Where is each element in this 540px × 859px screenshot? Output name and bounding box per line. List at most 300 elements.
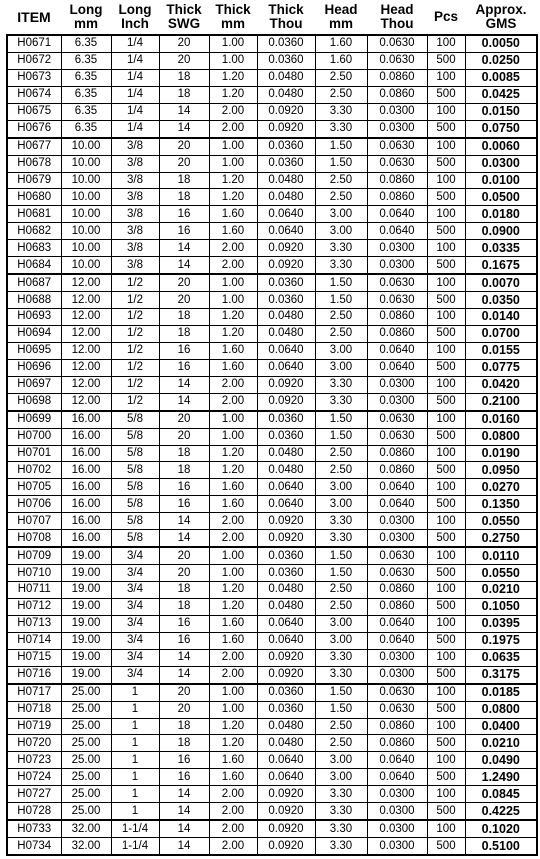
table-cell: 0.0210 [465, 735, 537, 752]
table-cell: 1/4 [111, 52, 159, 69]
table-cell: 1.00 [209, 292, 257, 309]
table-cell: 1.60 [209, 359, 257, 376]
table-cell: 2.00 [209, 120, 257, 137]
table-cell: 1 [111, 803, 159, 820]
table-cell: 2.50 [315, 309, 367, 326]
table-cell: 3.30 [315, 240, 367, 257]
table-cell: 2.00 [209, 838, 257, 855]
table-cell: 1.60 [315, 35, 367, 52]
table-cell: 0.0300 [367, 513, 427, 530]
table-cell: 0.0640 [367, 206, 427, 223]
table-cell: 0.0300 [367, 103, 427, 120]
table-cell: 0.0300 [367, 666, 427, 683]
table-cell: H0706 [7, 496, 61, 513]
table-cell: 500 [427, 428, 465, 445]
table-cell: 12.00 [61, 274, 111, 291]
table-cell: H0711 [7, 582, 61, 599]
table-cell: 0.0635 [465, 649, 537, 666]
table-row [7, 735, 537, 752]
column-header [367, 0, 427, 35]
table-cell: 0.0270 [465, 479, 537, 496]
table-cell: 3.00 [315, 615, 367, 632]
table-cell: 0.0630 [367, 684, 427, 701]
table-cell: 0.0640 [367, 752, 427, 769]
table-cell: H0674 [7, 86, 61, 103]
table-row [7, 120, 537, 137]
table-cell: 2.50 [315, 189, 367, 206]
table-cell: 1 [111, 684, 159, 701]
table-cell: 16 [159, 752, 209, 769]
table-cell: 0.0480 [257, 598, 315, 615]
table-cell: 14 [159, 103, 209, 120]
column-header [209, 0, 257, 35]
table-cell: H0680 [7, 189, 61, 206]
table-cell: H0713 [7, 615, 61, 632]
table-cell: 1 [111, 718, 159, 735]
table-row [7, 342, 537, 359]
table-cell: 14 [159, 803, 209, 820]
table-cell: 2.50 [315, 462, 367, 479]
table-cell: 100 [427, 479, 465, 496]
table-row [7, 69, 537, 86]
table-cell: 0.0070 [465, 274, 537, 291]
table-cell: 0.0360 [257, 274, 315, 291]
table-cell: 2.00 [209, 649, 257, 666]
table-cell: 0.0300 [367, 393, 427, 410]
table-row [7, 86, 537, 103]
table-cell: 16 [159, 206, 209, 223]
table-cell: 0.0640 [257, 479, 315, 496]
table-cell: 0.0360 [257, 292, 315, 309]
table-cell: 1.00 [209, 428, 257, 445]
table-cell: 14 [159, 649, 209, 666]
table-cell: 500 [427, 530, 465, 547]
column-header [61, 0, 111, 35]
table-row [7, 496, 537, 513]
table-cell: H0720 [7, 735, 61, 752]
table-cell: 0.0920 [257, 376, 315, 393]
table-cell: 1.00 [209, 155, 257, 172]
table-cell: 0.0640 [367, 359, 427, 376]
table-cell: 25.00 [61, 684, 111, 701]
table-cell: 1.00 [209, 274, 257, 291]
table-cell: 100 [427, 615, 465, 632]
table-cell: 1.20 [209, 86, 257, 103]
table-cell: 1-1/4 [111, 838, 159, 855]
table-cell: 0.0180 [465, 206, 537, 223]
table-cell: 3/8 [111, 206, 159, 223]
column-header [111, 0, 159, 35]
table-cell: 0.0630 [367, 155, 427, 172]
table-cell: 0.0350 [465, 292, 537, 309]
table-cell: 14 [159, 240, 209, 257]
table-cell: 3.30 [315, 376, 367, 393]
table-cell: 5/8 [111, 428, 159, 445]
table-header [7, 0, 537, 35]
table-cell: 3.30 [315, 666, 367, 683]
table-cell: 100 [427, 342, 465, 359]
table-cell: H0696 [7, 359, 61, 376]
table-cell: 16.00 [61, 513, 111, 530]
table-cell: 0.0920 [257, 820, 315, 837]
table-row [7, 155, 537, 172]
table-row [7, 666, 537, 683]
table-cell: 2.50 [315, 325, 367, 342]
table-cell: 500 [427, 86, 465, 103]
table-cell: 1.50 [315, 701, 367, 718]
table-cell: 25.00 [61, 735, 111, 752]
table-cell: 5/8 [111, 445, 159, 462]
table-cell: 14 [159, 120, 209, 137]
table-cell: 0.0630 [367, 411, 427, 428]
table-cell: 14 [159, 786, 209, 803]
table-cell: 500 [427, 325, 465, 342]
table-cell: 0.0360 [257, 138, 315, 155]
table-cell: 3/4 [111, 649, 159, 666]
table-cell: 0.0480 [257, 718, 315, 735]
table-cell: 500 [427, 257, 465, 274]
header-label: Inch [121, 16, 149, 31]
table-cell: 10.00 [61, 189, 111, 206]
table-cell: 1.50 [315, 138, 367, 155]
table-cell: 3/8 [111, 240, 159, 257]
table-cell: H0675 [7, 103, 61, 120]
header-label: Approx. [475, 2, 527, 17]
table-cell: 1.00 [209, 684, 257, 701]
table-row [7, 325, 537, 342]
table-cell: 1.60 [209, 632, 257, 649]
table-cell: 0.0480 [257, 172, 315, 189]
table-cell: 25.00 [61, 769, 111, 786]
table-cell: 500 [427, 735, 465, 752]
table-cell: 500 [427, 52, 465, 69]
table-cell: 12.00 [61, 309, 111, 326]
table-cell: 500 [427, 803, 465, 820]
table-cell: 16 [159, 359, 209, 376]
table-cell: 0.0860 [367, 462, 427, 479]
table-cell: 0.0845 [465, 786, 537, 803]
table-cell: H0728 [7, 803, 61, 820]
header-label: Thick [268, 2, 304, 17]
table-cell: 0.0630 [367, 52, 427, 69]
table-row [7, 103, 537, 120]
table-cell: 3/4 [111, 547, 159, 564]
table-row [7, 138, 537, 155]
table-row [7, 35, 537, 52]
table-cell: 6.35 [61, 120, 111, 137]
header-label: SWG [167, 16, 201, 31]
table-cell: 0.0640 [367, 615, 427, 632]
table-cell: 6.35 [61, 103, 111, 120]
table-cell: 1.50 [315, 428, 367, 445]
table-cell: H0709 [7, 547, 61, 564]
table-cell: 0.0860 [367, 325, 427, 342]
table-cell: H0727 [7, 786, 61, 803]
table-cell: 0.0360 [257, 547, 315, 564]
table-cell: 100 [427, 172, 465, 189]
table-row [7, 240, 537, 257]
table-cell: 2.00 [209, 803, 257, 820]
table-cell: 18 [159, 718, 209, 735]
header-label: Thou [380, 16, 414, 31]
table-cell: 0.0100 [465, 172, 537, 189]
table-cell: 0.0500 [465, 189, 537, 206]
table-cell: 3/4 [111, 582, 159, 599]
table-cell: 2.00 [209, 240, 257, 257]
table-cell: 3/4 [111, 565, 159, 582]
table-cell: 0.0480 [257, 445, 315, 462]
table-cell: 2.00 [209, 666, 257, 683]
table-cell: 0.0860 [367, 598, 427, 615]
table-cell: 1.50 [315, 565, 367, 582]
table-row [7, 820, 537, 837]
table-cell: 0.0085 [465, 69, 537, 86]
table-cell: 3/8 [111, 223, 159, 240]
table-cell: 1.60 [209, 223, 257, 240]
column-header [315, 0, 367, 35]
table-cell: 10.00 [61, 223, 111, 240]
table-cell: 0.0640 [257, 632, 315, 649]
table-cell: 18 [159, 598, 209, 615]
header-label: Thou [269, 16, 303, 31]
table-cell: 100 [427, 376, 465, 393]
table-cell: 19.00 [61, 547, 111, 564]
table-cell: 0.0360 [257, 428, 315, 445]
column-header [159, 0, 209, 35]
table-cell: H0719 [7, 718, 61, 735]
table-cell: 0.5100 [465, 838, 537, 855]
table-cell: 500 [427, 292, 465, 309]
table-cell: 20 [159, 138, 209, 155]
table-cell: 0.1020 [465, 820, 537, 837]
table-cell: 16.00 [61, 411, 111, 428]
table-row [7, 257, 537, 274]
table-cell: 16.00 [61, 496, 111, 513]
header-label: Pcs [433, 9, 459, 24]
table-cell: 0.0140 [465, 309, 537, 326]
table-cell: 20 [159, 52, 209, 69]
table-cell: 100 [427, 752, 465, 769]
table-cell: 0.0480 [257, 582, 315, 599]
table-cell: 0.0640 [257, 206, 315, 223]
table-cell: 5/8 [111, 462, 159, 479]
table-cell: 1.00 [209, 52, 257, 69]
table-cell: H0695 [7, 342, 61, 359]
column-header [427, 0, 465, 35]
table-cell: 25.00 [61, 752, 111, 769]
table-cell: 1.60 [209, 615, 257, 632]
table-cell: 1.50 [315, 292, 367, 309]
table-cell: 3.00 [315, 223, 367, 240]
table-row [7, 547, 537, 564]
table-row [7, 189, 537, 206]
table-cell: 1 [111, 735, 159, 752]
table-row [7, 649, 537, 666]
table-cell: 0.0360 [257, 35, 315, 52]
table-row [7, 445, 537, 462]
table-cell: H0707 [7, 513, 61, 530]
table-cell: 100 [427, 684, 465, 701]
table-cell: 1.20 [209, 69, 257, 86]
table-cell: 100 [427, 582, 465, 599]
table-cell: 1/2 [111, 292, 159, 309]
table-row [7, 786, 537, 803]
table-cell: 14 [159, 530, 209, 547]
table-row [7, 376, 537, 393]
table-cell: 1/2 [111, 393, 159, 410]
table-cell: 0.0920 [257, 393, 315, 410]
table-cell: 0.0190 [465, 445, 537, 462]
table-row [7, 615, 537, 632]
table-cell: 0.0920 [257, 240, 315, 257]
table-cell: 0.0920 [257, 257, 315, 274]
table-cell: 3.30 [315, 803, 367, 820]
column-header [257, 0, 315, 35]
table-cell: 0.0300 [367, 838, 427, 855]
table-cell: 2.00 [209, 393, 257, 410]
table-cell: 100 [427, 718, 465, 735]
table-cell: 0.0640 [367, 342, 427, 359]
table-cell: H0679 [7, 172, 61, 189]
table-cell: 1/2 [111, 376, 159, 393]
table-cell: 0.0950 [465, 462, 537, 479]
table-cell: 0.0160 [465, 411, 537, 428]
table-cell: H0677 [7, 138, 61, 155]
table-cell: 0.0480 [257, 309, 315, 326]
table-cell: 1.20 [209, 718, 257, 735]
table-cell: 0.0775 [465, 359, 537, 376]
table-cell: 1/4 [111, 69, 159, 86]
table-cell: 3.00 [315, 496, 367, 513]
table-cell: 20 [159, 411, 209, 428]
table-cell: 100 [427, 649, 465, 666]
table-row [7, 752, 537, 769]
table-cell: 0.0640 [257, 359, 315, 376]
table-cell: 100 [427, 206, 465, 223]
table-cell: 20 [159, 684, 209, 701]
table-cell: 3.30 [315, 103, 367, 120]
table-cell: 1.50 [315, 274, 367, 291]
header-label: mm [328, 16, 353, 31]
table-cell: 2.50 [315, 172, 367, 189]
table-cell: 12.00 [61, 359, 111, 376]
table-cell: 0.0640 [367, 769, 427, 786]
table-cell: 0.0420 [465, 376, 537, 393]
table-cell: 0.0550 [465, 513, 537, 530]
table-cell: 0.0185 [465, 684, 537, 701]
table-cell: 100 [427, 547, 465, 564]
table-cell: 0.0630 [367, 701, 427, 718]
table-cell: H0681 [7, 206, 61, 223]
table-cell: 0.0395 [465, 615, 537, 632]
header-row [7, 0, 537, 35]
table-cell: 19.00 [61, 582, 111, 599]
table-cell: 1-1/4 [111, 820, 159, 837]
table-cell: H0693 [7, 309, 61, 326]
table-cell: 0.0630 [367, 547, 427, 564]
table-cell: 2.00 [209, 257, 257, 274]
table-cell: 10.00 [61, 155, 111, 172]
table-cell: 10.00 [61, 257, 111, 274]
table-cell: 0.0920 [257, 530, 315, 547]
table-cell: 20 [159, 292, 209, 309]
table-cell: 16 [159, 769, 209, 786]
table-cell: 3.30 [315, 513, 367, 530]
table-cell: 3.00 [315, 769, 367, 786]
table-cell: 500 [427, 393, 465, 410]
table-cell: 0.0150 [465, 103, 537, 120]
table-cell: H0710 [7, 565, 61, 582]
table-cell: H0694 [7, 325, 61, 342]
table-cell: 2.50 [315, 735, 367, 752]
table-cell: H0717 [7, 684, 61, 701]
table-cell: 1.20 [209, 189, 257, 206]
table-cell: 2.00 [209, 820, 257, 837]
table-cell: 0.0300 [367, 649, 427, 666]
table-row [7, 479, 537, 496]
table-cell: 1.20 [209, 172, 257, 189]
table-row [7, 718, 537, 735]
table-row [7, 359, 537, 376]
table-cell: 19.00 [61, 565, 111, 582]
table-cell: 0.0060 [465, 138, 537, 155]
table-cell: H0712 [7, 598, 61, 615]
table-cell: H0683 [7, 240, 61, 257]
table-cell: 0.0700 [465, 325, 537, 342]
table-cell: 1 [111, 786, 159, 803]
table-cell: 0.0480 [257, 69, 315, 86]
table-cell: 100 [427, 274, 465, 291]
table-cell: 3.30 [315, 838, 367, 855]
table-cell: 0.0630 [367, 138, 427, 155]
table-cell: 0.0920 [257, 786, 315, 803]
table-cell: 1.00 [209, 411, 257, 428]
header-label: Long [69, 2, 103, 17]
table-cell: 16.00 [61, 462, 111, 479]
table-cell: 3/4 [111, 632, 159, 649]
table-cell: 3/8 [111, 172, 159, 189]
table-cell: 0.0900 [465, 223, 537, 240]
table-cell: 500 [427, 189, 465, 206]
table-cell: 3.30 [315, 820, 367, 837]
table-cell: 2.00 [209, 103, 257, 120]
table-cell: 3.00 [315, 342, 367, 359]
table-cell: 0.0360 [257, 701, 315, 718]
table-cell: 1/2 [111, 359, 159, 376]
header-label: GMS [485, 16, 517, 31]
table-cell: 0.0490 [465, 752, 537, 769]
table-cell: 500 [427, 769, 465, 786]
header-label: mm [220, 16, 245, 31]
table-cell: 0.0920 [257, 803, 315, 820]
table-cell: 3/4 [111, 666, 159, 683]
table-cell: 2.50 [315, 718, 367, 735]
table-row [7, 598, 537, 615]
table-cell: 0.0480 [257, 735, 315, 752]
table-cell: 1/2 [111, 342, 159, 359]
table-cell: 0.0110 [465, 547, 537, 564]
header-label: Thick [166, 2, 202, 17]
table-body [7, 35, 537, 855]
table-cell: 3/8 [111, 155, 159, 172]
table-cell: 1.60 [315, 52, 367, 69]
header-label: ITEM [17, 9, 51, 25]
table-row [7, 462, 537, 479]
table-cell: 16.00 [61, 445, 111, 462]
table-cell: 500 [427, 565, 465, 582]
table-cell: 1.20 [209, 582, 257, 599]
table-cell: 0.0360 [257, 565, 315, 582]
